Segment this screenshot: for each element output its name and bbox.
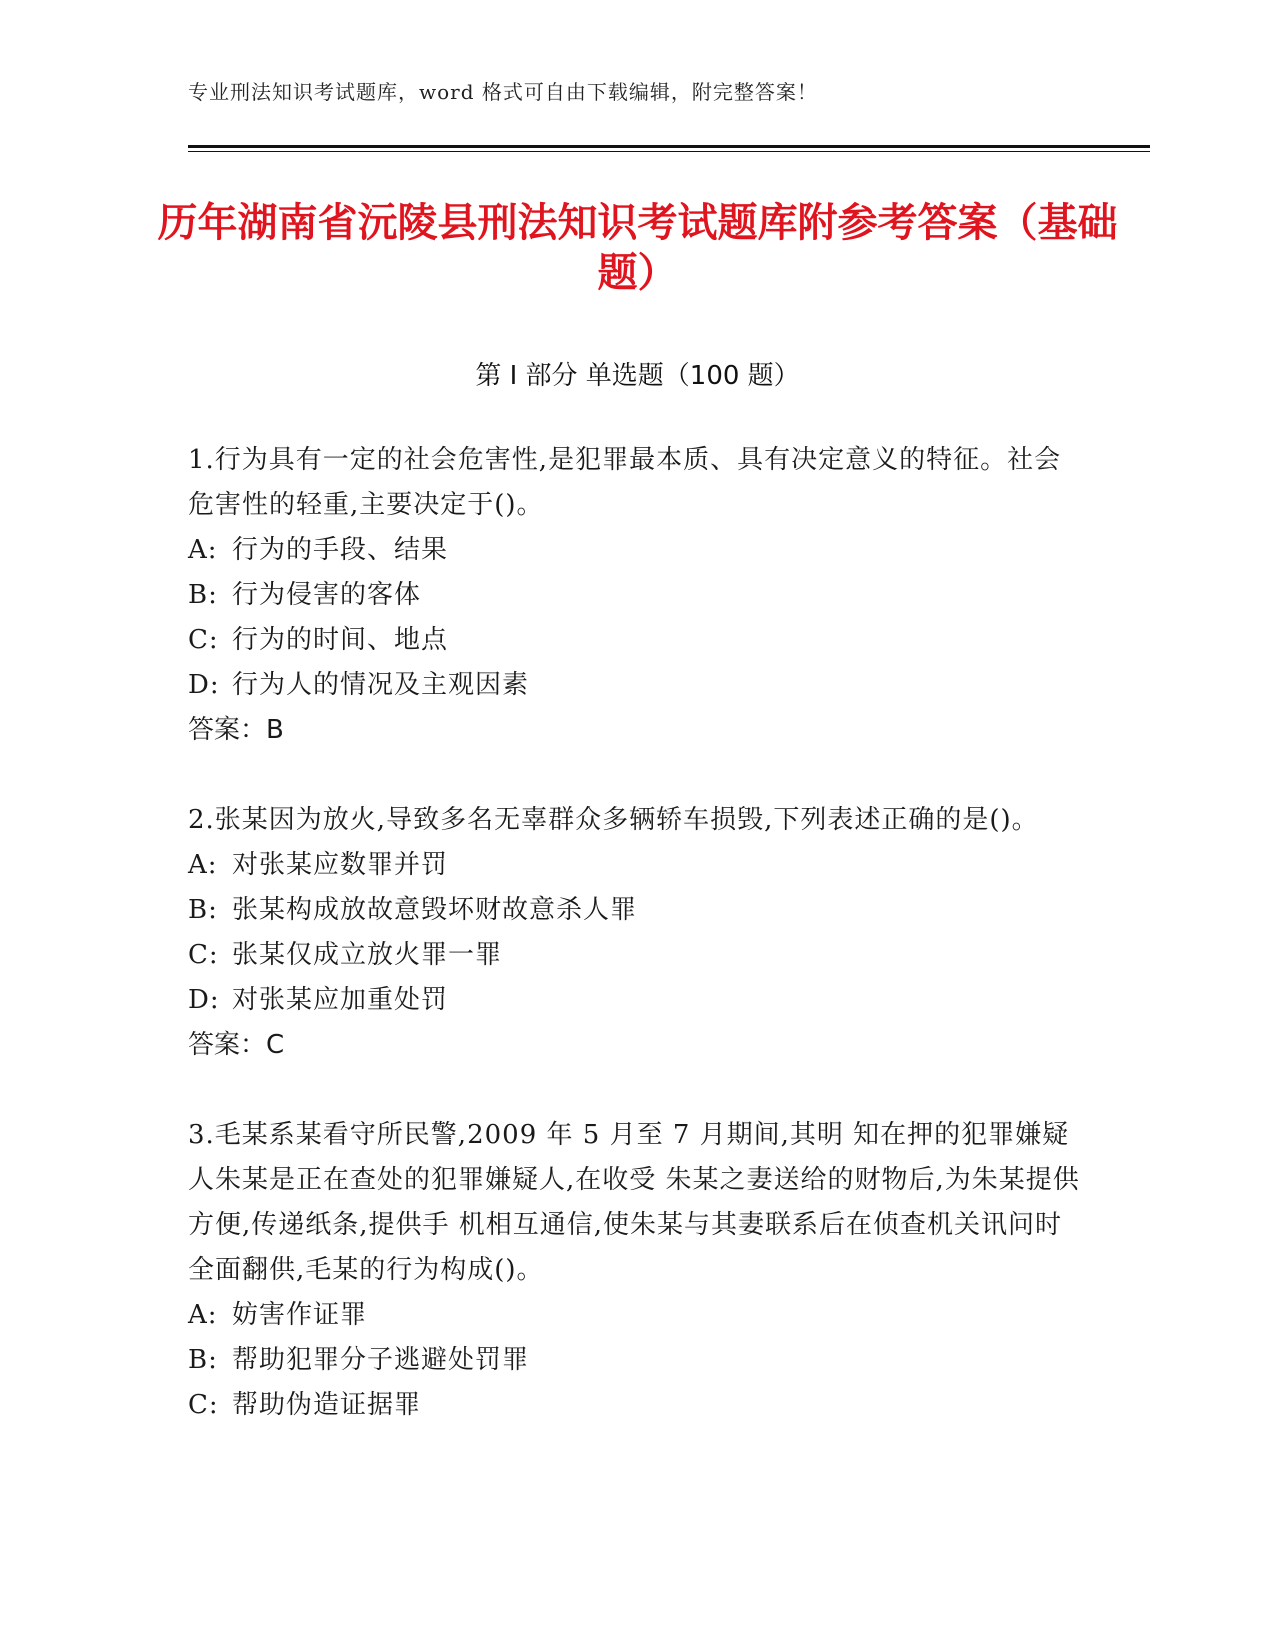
option-key: D: — [188, 985, 220, 1015]
option-text: 行为的手段、结果 — [232, 535, 449, 565]
option-b — [188, 573, 1088, 618]
option-c — [188, 1383, 1088, 1428]
option-a — [188, 843, 1088, 888]
option-text: 妨害作证罪 — [232, 1300, 368, 1330]
header-rule-thick — [188, 145, 1150, 148]
document-title: 历年湖南省沅陵县刑法知识考试题库附参考答案（基础题） — [157, 200, 1118, 296]
option-key: A: — [188, 1300, 218, 1330]
question-2 — [188, 798, 1088, 1068]
option-key: C: — [188, 625, 219, 655]
question-list — [188, 438, 1088, 1473]
option-text: 帮助伪造证据罪 — [232, 1390, 422, 1420]
question-3 — [188, 1113, 1088, 1428]
option-key: A: — [188, 535, 218, 565]
question-stem: 3.毛某系某看守所民警,2009 年 5 月至 7 月期间,其明 知在押的犯罪嫌疑人朱某是正在查处的犯罪嫌疑人,在收受 朱某之妻送给的财物后,为朱某提供方便,传递纸条,提供手 机相互通信,使朱某与其妻联系后在侦查机关讯问时全面翻供,毛某的行为构成()。 — [188, 1120, 1080, 1285]
option-key: C: — [188, 1390, 219, 1420]
option-key: C: — [188, 940, 219, 970]
option-text: 帮助犯罪分子逃避处罚罪 — [232, 1345, 530, 1375]
header-note: 专业刑法知识考试题库，word 格式可自由下载编辑，附完整答案！ — [188, 80, 818, 104]
option-c — [188, 618, 1088, 663]
option-text: 行为人的情况及主观因素 — [232, 670, 530, 700]
option-text: 对张某应加重处罚 — [232, 985, 449, 1015]
option-c — [188, 933, 1088, 978]
question-stem: 2.张某因为放火,导致多名无辜群众多辆轿车损毁,下列表述正确的是()。 — [188, 805, 1039, 835]
option-key: D: — [188, 670, 220, 700]
option-text: 张某构成放故意毁坏财故意杀人罪 — [232, 895, 638, 925]
option-text: 对张某应数罪并罚 — [232, 850, 449, 880]
option-text: 行为侵害的客体 — [232, 580, 422, 610]
option-key: B: — [188, 895, 218, 925]
option-d — [188, 663, 1088, 708]
option-key: B: — [188, 580, 218, 610]
question-stem: 1.行为具有一定的社会危害性,是犯罪最本质、具有决定意义的特征。社会危害性的轻重,主要决定于()。 — [188, 445, 1062, 520]
option-a — [188, 528, 1088, 573]
option-key: B: — [188, 1345, 218, 1375]
question-1 — [188, 438, 1088, 753]
header-rule-thin — [188, 151, 1150, 152]
option-b — [188, 888, 1088, 933]
option-b — [188, 1338, 1088, 1383]
option-text: 张某仅成立放火罪一罪 — [232, 940, 503, 970]
option-d — [188, 978, 1088, 1023]
option-key: A: — [188, 850, 218, 880]
answer-line: 答案：C — [188, 1030, 285, 1060]
option-a — [188, 1293, 1088, 1338]
section-heading: 第 I 部分 单选题（100 题） — [475, 361, 800, 391]
answer-line: 答案：B — [188, 715, 284, 745]
option-text: 行为的时间、地点 — [232, 625, 449, 655]
